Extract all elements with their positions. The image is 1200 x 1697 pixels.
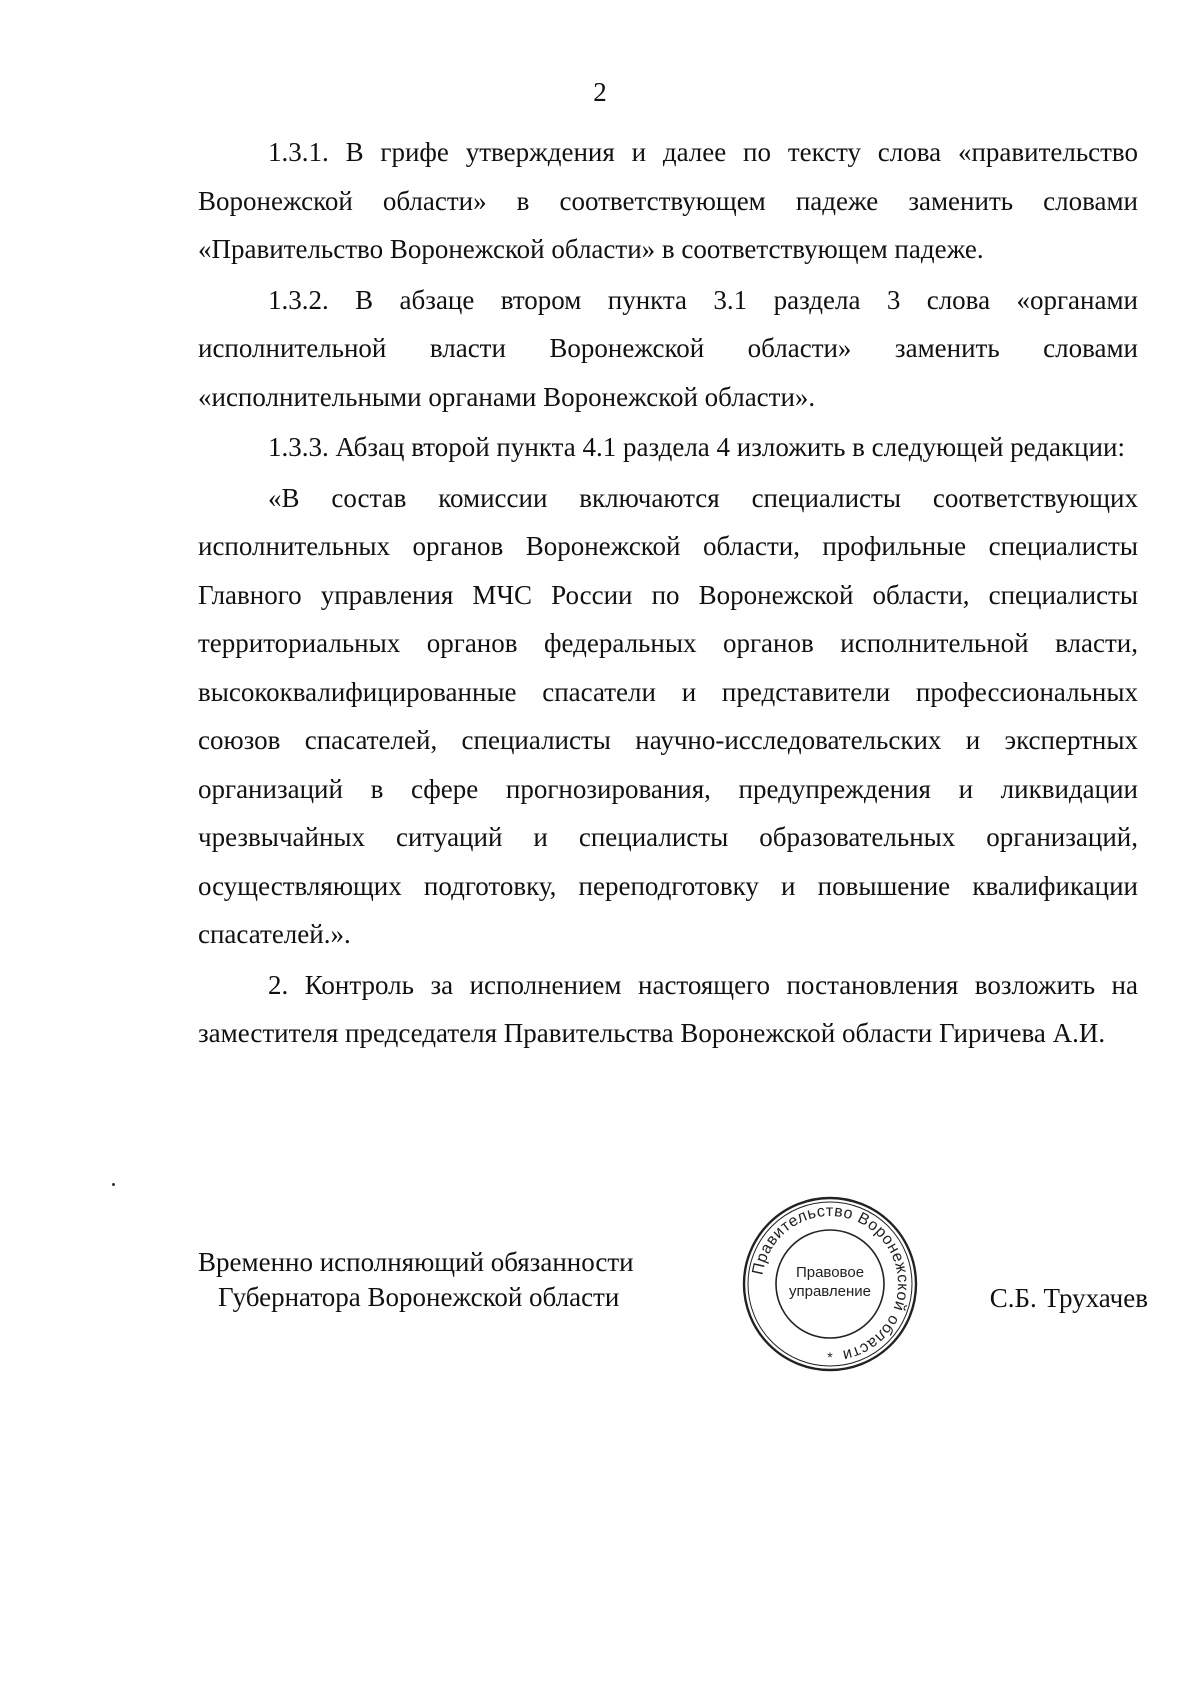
document-body — [198, 128, 1138, 1058]
signer-position-line2: Губернатора Воронежской области — [218, 1282, 620, 1312]
paragraph-2-control: 2. Контроль за исполнением настоящего постановления возложить на заместителя председателя Правительства Воронежской области Гиричева А.И. — [198, 969, 1138, 1048]
paragraph-1-3-2: 1.3.2. В абзаце втором пункта 3.1 раздела 3 слова «органами исполнительной власти Воронежской области» заменить словами «исполнительными органами Воронежской области». — [198, 284, 1138, 412]
stamp-seal-graphic — [741, 1195, 919, 1373]
paragraph-quoted-text: «В состав комиссии включаются специалисты соответствующих исполнительных органов Воронежской области, профильные специалисты Главного управления МЧС России по Воронежской области, специалисты территориальных органов федеральных органов исполнительной власти, высококвалифицированные спасатели и представители профессиональных союзов спасателей, специалисты научно-исследовательских и экспертных организаций в сфере прогнозирования, предупреждения и ликвидации чрезвычайных ситуаций и специалисты образовательных организаций, осуществляющих подготовку, переподготовку и повышение квалификации спасателей.». — [198, 482, 1138, 949]
stamp-star-icon: * — [827, 1349, 833, 1365]
stamp-ring-text: Правительство Воронежской области — [749, 1202, 912, 1364]
official-stamp — [741, 1195, 919, 1373]
page-number: 2 — [593, 77, 607, 107]
signer-name: С.Б. Трухачев — [989, 1283, 1148, 1313]
signer-position-line1: Временно исполняющий обязанности — [198, 1247, 634, 1277]
signature-block — [0, 1195, 1200, 1375]
scan-dot — [112, 1183, 115, 1186]
paragraph-1-3-3: 1.3.3. Абзац второй пункта 4.1 раздела 4 изложить в следующей редакции: — [268, 432, 1125, 462]
stamp-center-line2: управление — [788, 1283, 872, 1300]
paragraph-1-3-1: 1.3.1. В грифе утверждения и далее по тексту слова «правительство Воронежской области» в соответствующем падеже заменить словами «Правительство Воронежской области» в соответствующем падеже. — [198, 137, 1138, 264]
stamp-center-line1: Правовое — [795, 1264, 865, 1281]
